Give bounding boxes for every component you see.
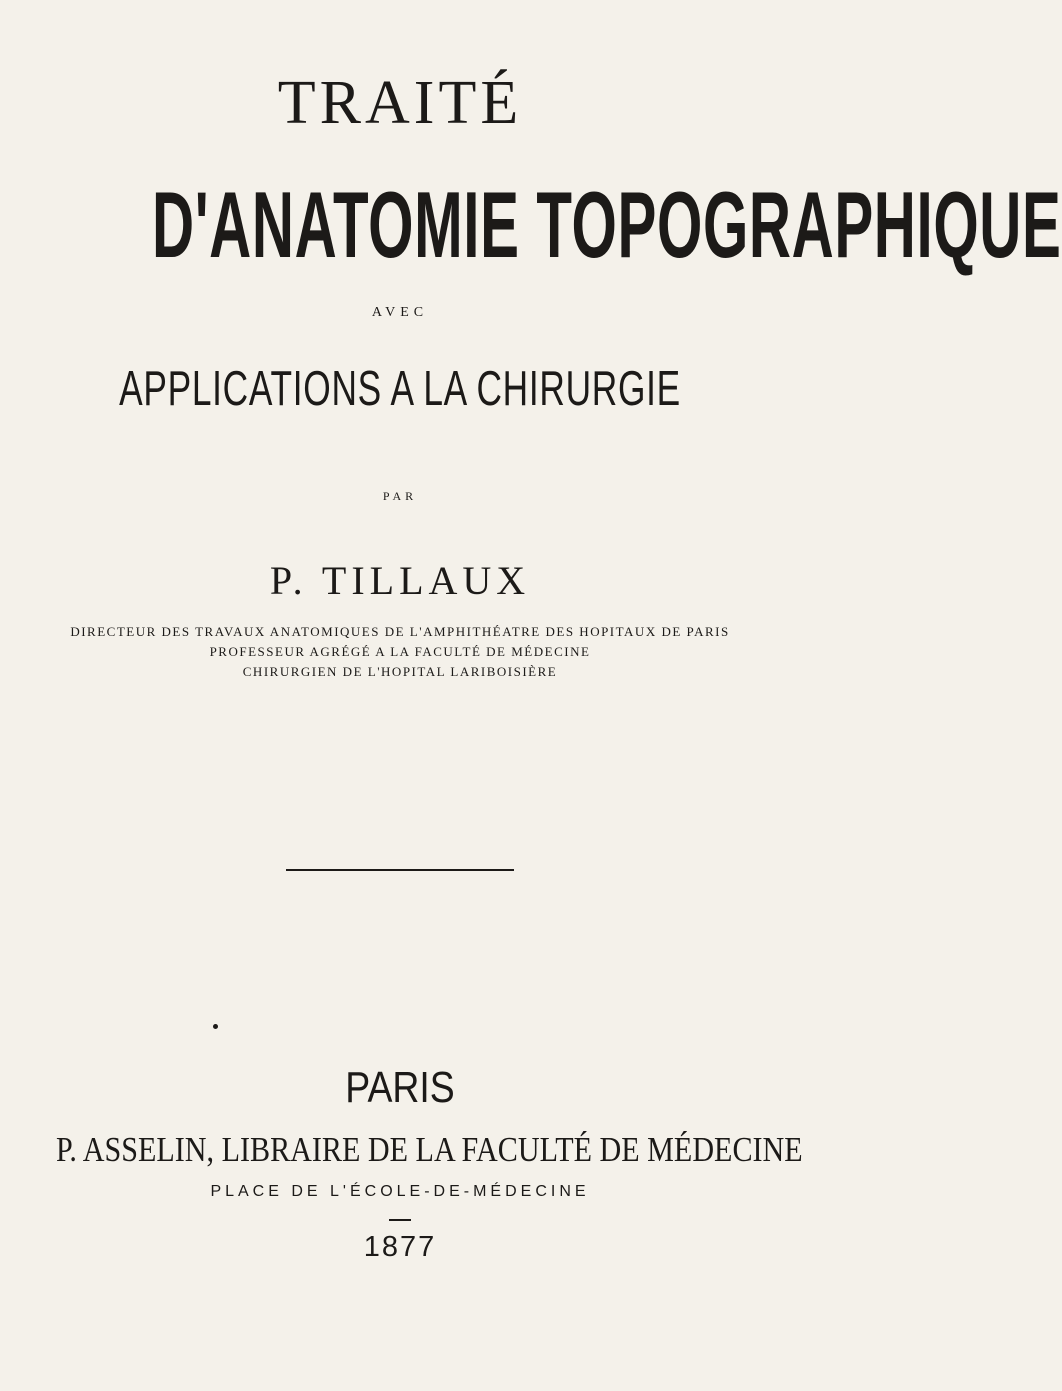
preposition-par: PAR [382,489,418,503]
author-credential: DIRECTEUR DES TRAVAUX ANATOMIQUES DE L'AMPHITHÉATRE DES HOPITAUX DE PARIS [70,624,730,639]
author-credential: PROFESSEUR AGRÉGÉ A LA FACULTÉ DE MÉDECINE [209,644,591,659]
title-line-1: TRAITÉ [277,69,523,137]
publisher: P. ASSELIN, LIBRAIRE DE LA FACULTÉ DE MÉDECINE [56,1130,803,1169]
short-divider-rule [389,1219,411,1221]
author-credential: CHIRURGIEN DE L'HOPITAL LARIBOISIÈRE [242,664,558,679]
publisher-address: PLACE DE L'ÉCOLE-DE-MÉDECINE [210,1183,590,1200]
title-line-2: D'ANATOMIE TOPOGRAPHIQUE [152,172,1062,277]
city: PARIS [345,1063,455,1112]
divider-rule [286,869,514,871]
subtitle: APPLICATIONS A LA CHIRURGIE [119,362,681,416]
publication-year: 1877 [363,1231,437,1263]
conjunction-avec: AVEC [371,305,429,320]
author-name: P. TILLAUX [269,558,531,603]
ink-dot [213,1024,218,1029]
